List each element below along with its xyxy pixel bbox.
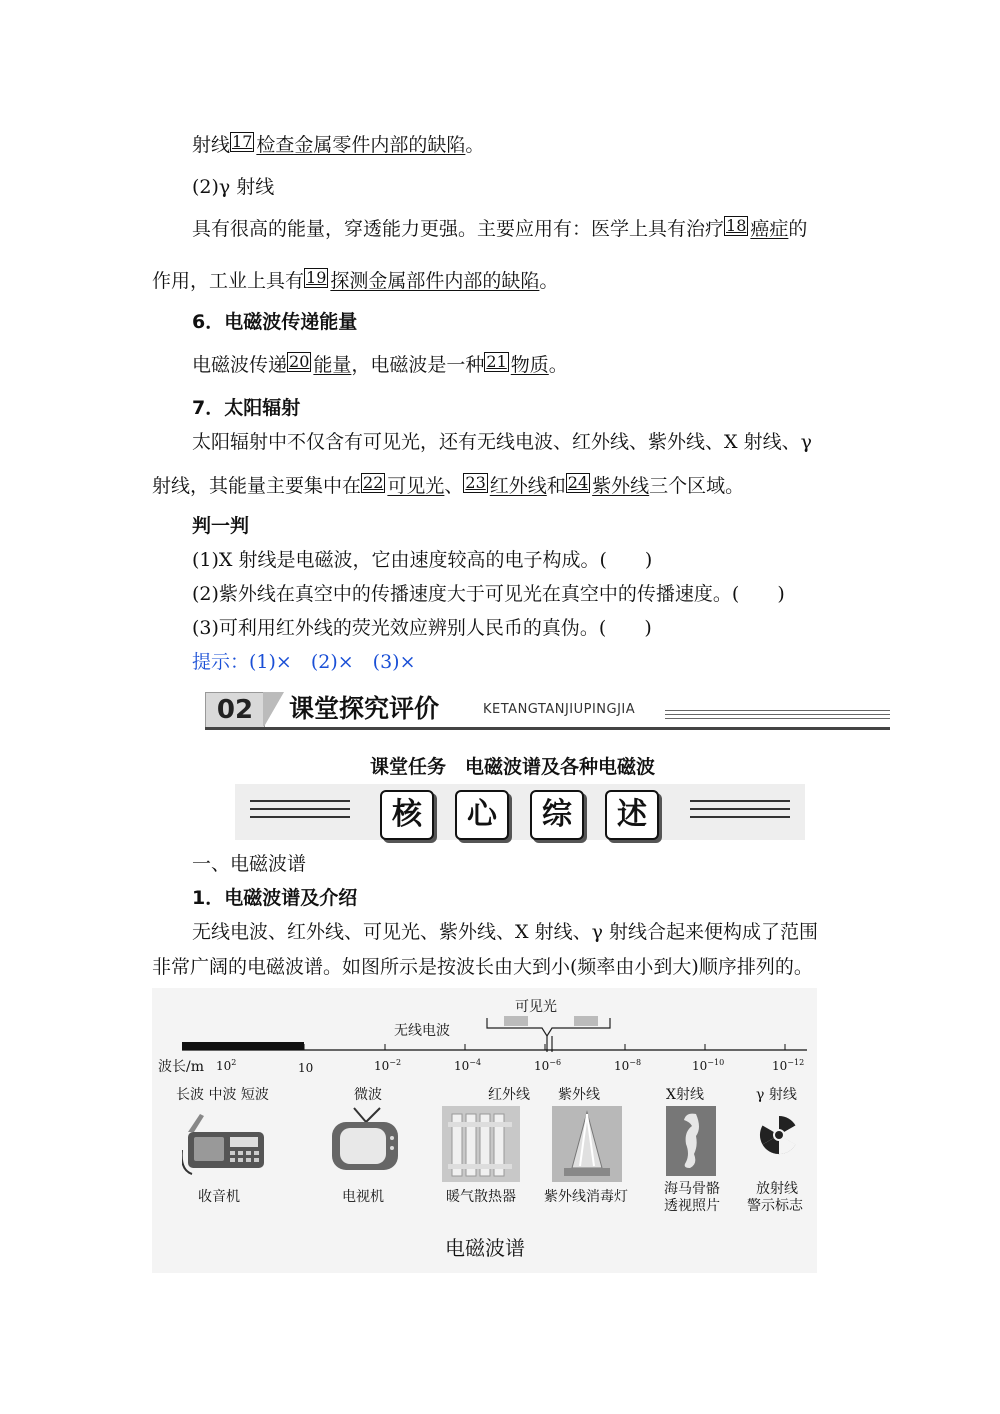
tick-base: 10 (534, 1059, 550, 1073)
heading-6: 6．电磁波传递能量 (192, 311, 358, 333)
answer-text: 能量 (313, 354, 352, 376)
decor-lines-left (250, 800, 350, 824)
band-infrared: 红外线 (488, 1087, 530, 1103)
section-title: 课堂探究评价 (289, 694, 440, 723)
band-ultraviolet: 紫外线 (558, 1087, 600, 1103)
judge-item-2: (2)紫外线在真空中的传播速度大于可见光在真空中的传播速度。( ) (192, 583, 785, 605)
tick-label (454, 1058, 481, 1073)
tick-exp: −4 (469, 1058, 482, 1067)
banner-rule (665, 714, 890, 715)
answer-number: 22 (363, 473, 384, 492)
text: 电磁波传递 (192, 354, 288, 376)
tick-label (298, 1060, 313, 1075)
gamma-paragraph-line-1 (192, 216, 807, 241)
tick-exp: −8 (629, 1058, 642, 1067)
banner-rule (665, 710, 890, 711)
tick-exp: −12 (787, 1058, 805, 1067)
text: 射线 (192, 134, 231, 156)
radiation-warning-icon (756, 1112, 802, 1158)
spectrum-paragraph-1: 无线电波、红外线、可见光、紫外线、X 射线、γ 射线合起来便构成了范围 (192, 921, 818, 943)
radio-icon (182, 1110, 268, 1176)
tv-icon (330, 1106, 402, 1176)
uv-lamp-image (552, 1106, 622, 1182)
judge-heading: 判一判 (192, 515, 250, 537)
radio-wave-label: 无线电波 (394, 1023, 450, 1039)
caption-seahorse-1: 海马骨骼 (664, 1181, 720, 1197)
sun-line-2 (152, 473, 744, 498)
tick-base: 10 (454, 1059, 470, 1073)
judge-item-3: (3)可利用红外线的荧光效应辨别人民币的真伪。( ) (192, 617, 652, 639)
gamma-heading: (2)γ 射线 (192, 176, 275, 198)
text: 射线，其能量主要集中在 (152, 475, 362, 497)
text: 作用，工业上具有 (152, 270, 305, 292)
band-microwave: 微波 (354, 1087, 382, 1103)
text: 具有很高的能量，穿透能力更强。主要应用有：医学上具有治疗 (192, 218, 725, 240)
band-xray: X射线 (666, 1087, 704, 1103)
judge-item-1: (1)X 射线是电磁波，它由速度较高的电子构成。( ) (192, 549, 653, 571)
decor-lines-right (690, 800, 790, 824)
tick-label (692, 1058, 724, 1073)
banner-slash-decoration (263, 692, 285, 726)
subheading-spectrum: 一、电磁波谱 (192, 853, 307, 875)
section-pinyin: KETANGTANJIUPINGJIA (483, 702, 636, 717)
answer-number: 23 (465, 473, 486, 492)
tick-base: 10 (374, 1059, 390, 1073)
band-gamma: γ 射线 (756, 1087, 797, 1103)
caption-radio: 收音机 (198, 1189, 240, 1205)
answer-number: 24 (567, 473, 589, 492)
sun-line-1: 太阳辐射中不仅含有可见光，还有无线电波、红外线、紫外线、X 射线、γ (192, 431, 812, 453)
text: ，电磁波是一种 (351, 354, 485, 376)
tick-exp: −10 (707, 1058, 725, 1067)
core-char-4: 述 (605, 790, 659, 840)
answer-number: 19 (306, 268, 327, 287)
text: 。 (465, 134, 485, 156)
tick-exp: 2 (231, 1058, 237, 1067)
gamma-paragraph-line-2 (152, 268, 558, 293)
answer-text: 紫外线 (592, 475, 650, 497)
banner-underline (205, 727, 890, 730)
section-number: 02 (205, 692, 265, 728)
tick-base: 10 (298, 1061, 314, 1075)
heading-7: 7．太阳辐射 (192, 397, 301, 419)
tick-label (772, 1058, 804, 1073)
answer-number: 17 (232, 132, 253, 151)
tick-label (534, 1058, 561, 1073)
caption-heater: 暖气散热器 (446, 1189, 516, 1205)
task-title: 课堂任务 电磁波谱及各种电磁波 (370, 756, 656, 778)
answer-number: 18 (726, 216, 747, 235)
energy-line (192, 352, 568, 377)
visible-light-label: 可见光 (515, 999, 557, 1015)
answer-number: 20 (289, 352, 310, 371)
seahorse-xray-image (666, 1106, 716, 1176)
text: 三个区域。 (649, 475, 745, 497)
tick-base: 10 (614, 1059, 630, 1073)
heading-spectrum-intro: 1．电磁波谱及介绍 (192, 887, 358, 909)
xray-application-line (192, 132, 484, 157)
answer-text: 物质 (510, 354, 549, 376)
banner-rule (665, 718, 890, 719)
caption-seahorse-2: 透视照片 (664, 1198, 720, 1214)
axis-label: 波长/m (158, 1059, 204, 1075)
text: 和 (546, 475, 566, 497)
spectrum-paragraph-2: 非常广阔的电磁波谱。如图所示是按波长由大到小(频率由小到大)顺序排列的。 (152, 956, 813, 978)
answer-text: 癌症 (750, 218, 789, 240)
caption-radiation-2: 警示标志 (747, 1198, 803, 1214)
text: 的 (788, 218, 808, 240)
radio-band-bar (182, 1042, 304, 1050)
answer-text: 探测金属部件内部的缺陷 (330, 270, 540, 292)
tick-exp: −6 (549, 1058, 562, 1067)
tick-label (216, 1058, 236, 1073)
spectrum-figure (152, 988, 817, 1273)
answer-text: 可见光 (387, 475, 445, 497)
caption-uv-lamp: 紫外线消毒灯 (544, 1189, 628, 1205)
hint-answer: 提示：(1)× (2)× (3)× (192, 651, 416, 673)
answer-text: 红外线 (489, 475, 547, 497)
text: 。 (539, 270, 559, 292)
answer-text: 检查金属零件内部的缺陷 (256, 134, 466, 156)
tick-exp: −2 (389, 1058, 402, 1067)
tick-label (614, 1058, 641, 1073)
core-char-3: 综 (530, 790, 584, 840)
tick-base: 10 (216, 1059, 232, 1073)
caption-radiation-1: 放射线 (756, 1181, 798, 1197)
answer-number: 21 (486, 352, 507, 371)
tick-base: 10 (772, 1059, 788, 1073)
figure-title: 电磁波谱 (445, 1236, 525, 1260)
text: 、 (444, 475, 464, 497)
section-banner (205, 688, 890, 730)
tick-base: 10 (692, 1059, 708, 1073)
tick-label (374, 1058, 401, 1073)
caption-tv: 电视机 (342, 1189, 384, 1205)
core-char-2: 心 (455, 790, 509, 840)
heater-image (442, 1106, 520, 1182)
band-radio: 长波 中波 短波 (176, 1087, 269, 1103)
text: 。 (548, 354, 568, 376)
core-char-1: 核 (380, 790, 434, 840)
